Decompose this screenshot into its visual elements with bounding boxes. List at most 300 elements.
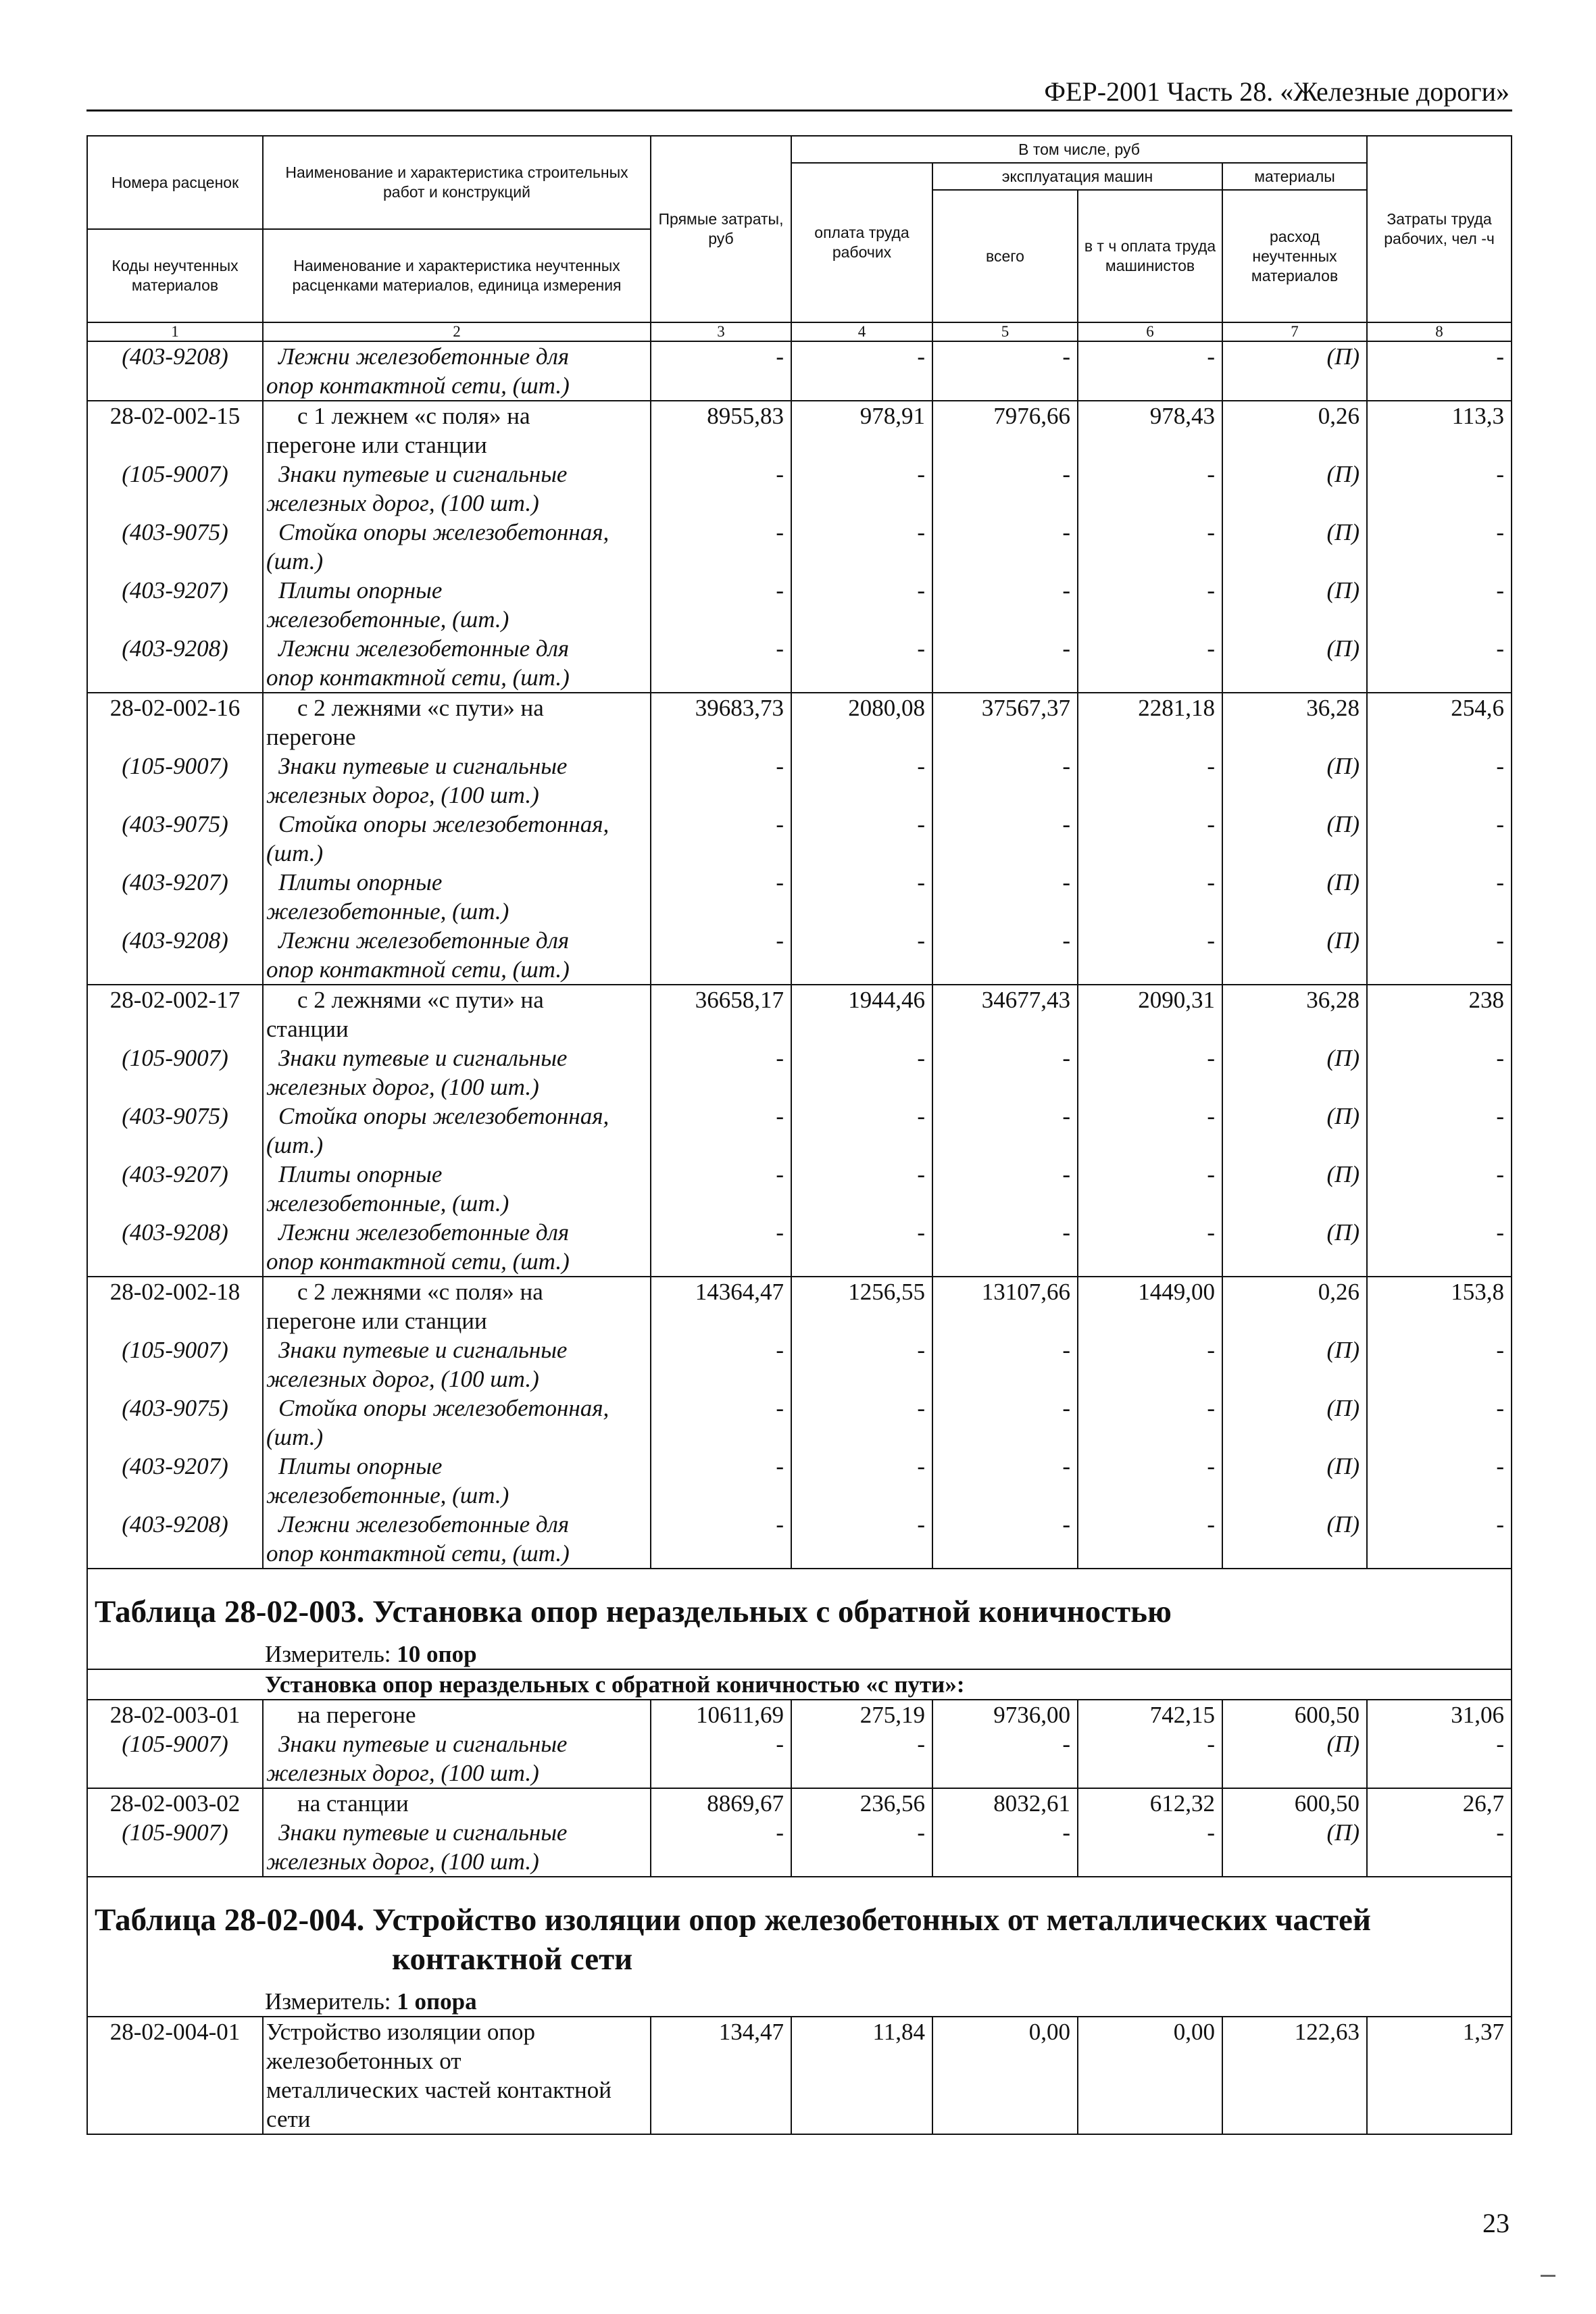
- cell-materials: 600,50: [1222, 1700, 1367, 1729]
- name-line: железных дорог, (100 шт.): [266, 1074, 539, 1100]
- cell-machines: -: [932, 634, 1078, 693]
- col2-subtitle: Наименование и характеристика неучтенных расценками материалов, единица измерения: [292, 257, 622, 294]
- cell-direct: -: [651, 1218, 791, 1277]
- cell-direct: -: [651, 1102, 791, 1160]
- row-code: (105-9007): [87, 1729, 263, 1788]
- cell-labor: -: [791, 1452, 932, 1510]
- row-name: [263, 1788, 651, 1818]
- cell-materials: (П): [1222, 1452, 1367, 1510]
- cell-operators: -: [1078, 810, 1222, 868]
- row-code: (105-9007): [87, 752, 263, 810]
- column-numbers: [87, 322, 1512, 341]
- cell-hours: -: [1367, 752, 1512, 810]
- cell-direct: -: [651, 460, 791, 518]
- cell-labor: -: [791, 634, 932, 693]
- cell-direct: 14364,47: [651, 1277, 791, 1335]
- row-name: [263, 868, 651, 926]
- cell-materials: 0,26: [1222, 1277, 1367, 1335]
- name-line: железобетонные, (шт.): [266, 898, 509, 925]
- cell-direct: -: [651, 1510, 791, 1569]
- cell-labor: -: [791, 1102, 932, 1160]
- table-title: Таблица 28-02-004. Устройство изоляции опор железобетонных от металлических частей: [95, 1902, 1371, 1938]
- cell-operators: 2281,18: [1078, 693, 1222, 752]
- material-row: [87, 460, 1512, 518]
- cell-hours: -: [1367, 926, 1512, 985]
- cell-machines: -: [932, 460, 1078, 518]
- cell-hours: 153,8: [1367, 1277, 1512, 1335]
- cell-materials: 0,26: [1222, 401, 1367, 460]
- cell-labor: 978,91: [791, 401, 932, 460]
- row-code: 28-02-002-15: [87, 401, 263, 460]
- row-name: [263, 752, 651, 810]
- cell-hours: -: [1367, 1218, 1512, 1277]
- cell-machines: 34677,43: [932, 985, 1078, 1043]
- rate-row: [87, 1277, 1512, 1335]
- cell-machines: 7976,66: [932, 401, 1078, 460]
- cell-labor: 11,84: [791, 2017, 932, 2134]
- col2-title: Наименование и характеристика строительных работ и конструкций: [264, 137, 650, 230]
- cell-machines: -: [932, 868, 1078, 926]
- row-name: [263, 576, 651, 634]
- colnum: 1: [87, 322, 263, 341]
- cell-labor: -: [791, 1335, 932, 1394]
- cell-labor: -: [791, 460, 932, 518]
- row-name: [263, 341, 651, 401]
- material-row: [87, 518, 1512, 576]
- row-name: [263, 1102, 651, 1160]
- name-line: железобетонные, (шт.): [266, 1190, 509, 1216]
- row-name: [263, 1043, 651, 1102]
- cell-direct: -: [651, 1335, 791, 1394]
- name-line: железных дорог, (100 шт.): [266, 1760, 539, 1786]
- table-title: Таблица 28-02-003. Установка опор нераздельных с обратной коничностью: [95, 1594, 1172, 1629]
- cell-labor: -: [791, 868, 932, 926]
- cell-hours: -: [1367, 1394, 1512, 1452]
- cell-hours: 1,37: [1367, 2017, 1512, 2134]
- row-code: (403-9075): [87, 810, 263, 868]
- row-code: (403-9208): [87, 634, 263, 693]
- cell-machines: -: [932, 1510, 1078, 1569]
- material-row: [87, 868, 1512, 926]
- row-name: [263, 401, 651, 460]
- cell-hours: -: [1367, 1043, 1512, 1102]
- cell-direct: -: [651, 810, 791, 868]
- cell-operators: 978,43: [1078, 401, 1222, 460]
- cell-labor: 1944,46: [791, 985, 932, 1043]
- cell-hours: 254,6: [1367, 693, 1512, 752]
- cell-operators: -: [1078, 1043, 1222, 1102]
- cell-hours: -: [1367, 460, 1512, 518]
- cell-materials: (П): [1222, 1335, 1367, 1394]
- col8-header: Затраты труда рабочих, чел -ч: [1367, 136, 1512, 322]
- name-line: опор контактной сети, (шт.): [266, 956, 570, 983]
- cell-labor: -: [791, 810, 932, 868]
- colnum: 2: [263, 322, 651, 341]
- row-code: 28-02-002-16: [87, 693, 263, 752]
- cell-labor: -: [791, 1510, 932, 1569]
- cell-hours: -: [1367, 1102, 1512, 1160]
- row-name: [263, 1452, 651, 1510]
- col6-header: в т ч оплата труда машинистов: [1078, 190, 1222, 322]
- cell-hours: 238: [1367, 985, 1512, 1043]
- cell-direct: 36658,17: [651, 985, 791, 1043]
- cell-operators: -: [1078, 460, 1222, 518]
- rate-row: [87, 693, 1512, 752]
- meter-line: [88, 1979, 1511, 2016]
- cell-direct: -: [651, 341, 791, 401]
- cell-operators: -: [1078, 868, 1222, 926]
- name-line: опор контактной сети, (шт.): [266, 664, 570, 691]
- name-line: железных дорог, (100 шт.): [266, 1848, 539, 1875]
- row-code: (403-9207): [87, 1160, 263, 1218]
- material-row: [87, 576, 1512, 634]
- row-code: (105-9007): [87, 460, 263, 518]
- rate-row: [87, 1700, 1512, 1729]
- name-line: Плиты опорные: [278, 869, 443, 895]
- name-line: железных дорог, (100 шт.): [266, 782, 539, 808]
- cell-materials: (П): [1222, 518, 1367, 576]
- meter-line: [88, 1631, 1511, 1669]
- meter-label: Измеритель:: [265, 1988, 391, 2015]
- row-code: (105-9007): [87, 1043, 263, 1102]
- cell-machines: -: [932, 1102, 1078, 1160]
- cell-materials: 36,28: [1222, 985, 1367, 1043]
- name-line: железных дорог, (100 шт.): [266, 490, 539, 516]
- cell-materials: 600,50: [1222, 1788, 1367, 1818]
- cell-machines: 13107,66: [932, 1277, 1078, 1335]
- cell-labor: -: [791, 752, 932, 810]
- cell-machines: -: [932, 1729, 1078, 1788]
- cell-direct: -: [651, 1394, 791, 1452]
- row-name: [263, 1510, 651, 1569]
- col3-header: Прямые затраты, руб: [651, 136, 791, 322]
- material-row: [87, 1335, 1512, 1394]
- material-row: [87, 1043, 1512, 1102]
- header-rule: [86, 109, 1512, 112]
- cell-hours: -: [1367, 341, 1512, 401]
- col1-title: Номера расценок: [88, 137, 262, 230]
- cell-labor: -: [791, 1160, 932, 1218]
- meter-label: Измеритель:: [265, 1641, 391, 1667]
- rate-row: [87, 401, 1512, 460]
- col5-header: всего: [932, 190, 1078, 322]
- cell-materials: (П): [1222, 1818, 1367, 1877]
- row-code: (403-9207): [87, 576, 263, 634]
- name-line: станции: [266, 1016, 349, 1042]
- cell-operators: -: [1078, 518, 1222, 576]
- row-code: 28-02-002-18: [87, 1277, 263, 1335]
- cell-direct: 8869,67: [651, 1788, 791, 1818]
- cell-labor: -: [791, 341, 932, 401]
- name-line: Плиты опорные: [278, 577, 443, 604]
- table-28-02-004: [87, 1877, 1512, 2134]
- cell-labor: -: [791, 1043, 932, 1102]
- cell-machines: -: [932, 1160, 1078, 1218]
- cell-labor: 275,19: [791, 1700, 932, 1729]
- colnum: 7: [1222, 322, 1367, 341]
- cell-materials: (П): [1222, 1510, 1367, 1569]
- cell-operators: 1449,00: [1078, 1277, 1222, 1335]
- cell-direct: 8955,83: [651, 401, 791, 460]
- cell-machines: -: [932, 1335, 1078, 1394]
- name-line: перегоне или станции: [266, 1308, 487, 1334]
- row-code: (403-9075): [87, 1102, 263, 1160]
- cell-hours: 31,06: [1367, 1700, 1512, 1729]
- name-line: Лежни железобетонные для: [278, 927, 570, 954]
- colnum: 5: [932, 322, 1078, 341]
- cell-hours: -: [1367, 1452, 1512, 1510]
- cell-operators: -: [1078, 1394, 1222, 1452]
- row-code: 28-02-002-17: [87, 985, 263, 1043]
- cell-operators: -: [1078, 752, 1222, 810]
- row-name: [263, 926, 651, 985]
- name-line: перегоне: [266, 724, 356, 750]
- name-line: сети: [266, 2106, 311, 2132]
- row-name: [263, 810, 651, 868]
- name-line: Лежни железобетонные для: [278, 1511, 570, 1537]
- cell-operators: -: [1078, 1452, 1222, 1510]
- material-row: [87, 926, 1512, 985]
- row-code: (403-9075): [87, 1394, 263, 1452]
- document-body: [86, 135, 1511, 2135]
- cell-hours: -: [1367, 518, 1512, 576]
- name-line: Знаки путевые и сигнальные: [278, 753, 568, 779]
- cell-operators: -: [1078, 926, 1222, 985]
- row-code: (105-9007): [87, 1818, 263, 1877]
- rate-row: [87, 985, 1512, 1043]
- name-line: Устройство изоляции опор: [266, 2019, 536, 2045]
- name-line: перегоне или станции: [266, 432, 487, 458]
- table-title-cont: контактной сети: [392, 1942, 633, 1977]
- cell-machines: -: [932, 341, 1078, 401]
- material-row: [87, 1729, 1512, 1788]
- row-name: [263, 1818, 651, 1877]
- cell-operators: -: [1078, 1102, 1222, 1160]
- col4-header: оплата труда рабочих: [791, 163, 932, 322]
- row-code: (403-9208): [87, 341, 263, 401]
- cell-direct: -: [651, 518, 791, 576]
- colnum: 4: [791, 322, 932, 341]
- name-line: Стойка опоры железобетонная,: [278, 1103, 609, 1129]
- name-line: опор контактной сети, (шт.): [266, 372, 570, 399]
- materials-header: материалы: [1222, 163, 1367, 190]
- table-28-02-003: [87, 1569, 1512, 1700]
- material-row: [87, 1102, 1512, 1160]
- material-row: [87, 1818, 1512, 1877]
- name-line: Стойка опоры железобетонная,: [278, 811, 609, 837]
- material-row: [87, 1452, 1512, 1510]
- col1-header: [87, 136, 263, 322]
- name-line: Знаки путевые и сигнальные: [278, 1731, 568, 1757]
- cell-materials: (П): [1222, 810, 1367, 868]
- running-header: ФЕР-2001 Часть 28. «Железные дороги»: [1044, 76, 1510, 107]
- cell-materials: (П): [1222, 868, 1367, 926]
- name-line: железобетонные, (шт.): [266, 606, 509, 633]
- row-name: [263, 460, 651, 518]
- machines-header: эксплуатация машин: [932, 163, 1222, 190]
- row-name: [263, 1218, 651, 1277]
- cell-machines: -: [932, 1818, 1078, 1877]
- material-row: [87, 1394, 1512, 1452]
- name-line: с 2 лежнями «с пути» на: [297, 695, 544, 721]
- page-number: 23: [1482, 2208, 1510, 2238]
- col7-header: расход неучтенных материалов: [1222, 190, 1367, 322]
- name-line: опор контактной сети, (шт.): [266, 1248, 570, 1275]
- cell-materials: (П): [1222, 460, 1367, 518]
- row-name: [263, 2017, 651, 2134]
- cell-machines: -: [932, 810, 1078, 868]
- cell-machines: -: [932, 1452, 1078, 1510]
- cell-labor: -: [791, 518, 932, 576]
- cell-machines: -: [932, 752, 1078, 810]
- row-name: [263, 518, 651, 576]
- cell-labor: -: [791, 1394, 932, 1452]
- cell-labor: 236,56: [791, 1788, 932, 1818]
- name-line: Стойка опоры железобетонная,: [278, 519, 609, 545]
- cell-direct: -: [651, 1729, 791, 1788]
- cell-hours: -: [1367, 810, 1512, 868]
- cell-labor: -: [791, 576, 932, 634]
- row-code: (403-9207): [87, 1452, 263, 1510]
- cell-materials: (П): [1222, 1102, 1367, 1160]
- row-name: [263, 1277, 651, 1335]
- table-28-02-003-rows: [87, 1700, 1512, 1877]
- material-row: [87, 1160, 1512, 1218]
- cell-direct: -: [651, 1818, 791, 1877]
- cell-materials: (П): [1222, 1394, 1367, 1452]
- name-line: металлических частей контактной: [266, 2077, 612, 2103]
- cell-materials: 122,63: [1222, 2017, 1367, 2134]
- cell-hours: -: [1367, 1510, 1512, 1569]
- row-code: (403-9208): [87, 1510, 263, 1569]
- name-line: железобетонных от: [266, 2048, 462, 2074]
- material-row: [87, 1218, 1512, 1277]
- cell-machines: 0,00: [932, 2017, 1078, 2134]
- cell-materials: (П): [1222, 341, 1367, 401]
- cell-materials: (П): [1222, 634, 1367, 693]
- cell-materials: (П): [1222, 752, 1367, 810]
- row-name: [263, 1729, 651, 1788]
- name-line: Знаки путевые и сигнальные: [278, 1337, 568, 1363]
- table-header: [87, 136, 1512, 322]
- section-heading: Установка опор нераздельных с обратной коничностью «с пути»:: [87, 1669, 1512, 1700]
- colnum: 3: [651, 322, 791, 341]
- name-line: с 2 лежнями «с пути» на: [297, 987, 544, 1013]
- material-row: [87, 634, 1512, 693]
- cell-operators: 0,00: [1078, 2017, 1222, 2134]
- cell-labor: 1256,55: [791, 1277, 932, 1335]
- material-row: [87, 341, 1512, 401]
- cell-direct: -: [651, 1160, 791, 1218]
- cell-materials: (П): [1222, 1043, 1367, 1102]
- name-line: Знаки путевые и сигнальные: [278, 1045, 568, 1071]
- edge-mark: [1541, 2275, 1555, 2277]
- cell-operators: -: [1078, 1218, 1222, 1277]
- included-header: В том числе, руб: [791, 136, 1367, 163]
- cell-materials: (П): [1222, 1729, 1367, 1788]
- cell-machines: -: [932, 1218, 1078, 1277]
- cell-labor: -: [791, 926, 932, 985]
- name-line: Знаки путевые и сигнальные: [278, 1819, 568, 1846]
- row-code: (403-9208): [87, 926, 263, 985]
- cell-direct: -: [651, 926, 791, 985]
- name-line: (шт.): [266, 1132, 324, 1158]
- cell-materials: 36,28: [1222, 693, 1367, 752]
- cell-operators: -: [1078, 634, 1222, 693]
- row-code: (403-9207): [87, 868, 263, 926]
- material-row: [87, 752, 1512, 810]
- name-line: железных дорог, (100 шт.): [266, 1366, 539, 1392]
- cell-direct: -: [651, 1043, 791, 1102]
- name-line: Плиты опорные: [278, 1453, 443, 1479]
- row-code: (105-9007): [87, 1335, 263, 1394]
- row-code: 28-02-003-01: [87, 1700, 263, 1729]
- meter-value: 1 опора: [397, 1988, 477, 2015]
- colnum: 6: [1078, 322, 1222, 341]
- name-line: (шт.): [266, 840, 324, 866]
- row-code: (403-9075): [87, 518, 263, 576]
- cell-hours: -: [1367, 576, 1512, 634]
- col2-header: [263, 136, 651, 322]
- cell-direct: -: [651, 868, 791, 926]
- cell-operators: 2090,31: [1078, 985, 1222, 1043]
- cell-direct: -: [651, 752, 791, 810]
- cell-operators: -: [1078, 1335, 1222, 1394]
- name-line: опор контактной сети, (шт.): [266, 1540, 570, 1567]
- cell-labor: 2080,08: [791, 693, 932, 752]
- cell-machines: 37567,37: [932, 693, 1078, 752]
- meter-value: 10 опор: [397, 1641, 477, 1667]
- name-line: на перегоне: [297, 1702, 416, 1728]
- name-line: с 2 лежнями «с поля» на: [297, 1279, 543, 1305]
- cell-machines: -: [932, 1394, 1078, 1452]
- cell-operators: -: [1078, 1818, 1222, 1877]
- price-table: [86, 135, 1512, 2135]
- cell-operators: 612,32: [1078, 1788, 1222, 1818]
- cell-materials: (П): [1222, 576, 1367, 634]
- material-row: [87, 1510, 1512, 1569]
- cell-machines: -: [932, 518, 1078, 576]
- row-code: 28-02-004-01: [87, 2017, 263, 2134]
- row-name: [263, 1160, 651, 1218]
- cell-machines: 9736,00: [932, 1700, 1078, 1729]
- col1-subtitle: Коды неучтенных материалов: [111, 257, 239, 294]
- cell-machines: -: [932, 576, 1078, 634]
- colnum: 8: [1367, 322, 1512, 341]
- cell-direct: -: [651, 634, 791, 693]
- name-line: железобетонные, (шт.): [266, 1482, 509, 1508]
- cell-materials: (П): [1222, 1160, 1367, 1218]
- cell-machines: -: [932, 1043, 1078, 1102]
- cell-operators: -: [1078, 1160, 1222, 1218]
- name-line: Стойка опоры железобетонная,: [278, 1395, 609, 1421]
- cell-hours: -: [1367, 1160, 1512, 1218]
- cell-machines: 8032,61: [932, 1788, 1078, 1818]
- name-line: (шт.): [266, 1424, 324, 1450]
- name-line: (шт.): [266, 548, 324, 574]
- cell-labor: -: [791, 1218, 932, 1277]
- row-code: 28-02-003-02: [87, 1788, 263, 1818]
- cell-direct: 10611,69: [651, 1700, 791, 1729]
- cell-machines: -: [932, 926, 1078, 985]
- row-name: [263, 634, 651, 693]
- cell-direct: -: [651, 1452, 791, 1510]
- row-name: [263, 693, 651, 752]
- name-line: Лежни железобетонные для: [278, 343, 570, 370]
- row-name: [263, 1394, 651, 1452]
- cell-operators: -: [1078, 341, 1222, 401]
- row-code: (403-9208): [87, 1218, 263, 1277]
